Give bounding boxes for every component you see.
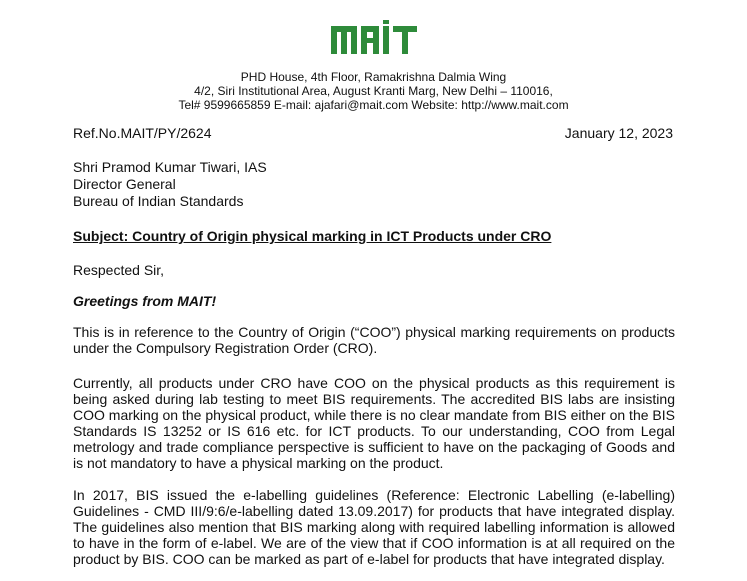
letterhead-address-line-1: PHD House, 4th Floor, Ramakrishna Dalmia Wing: [240, 70, 507, 84]
recipient-name: Shri Pramod Kumar Tiwari, IAS: [73, 159, 267, 175]
letterhead-contact-line: Tel# 9599665859 E-mail: ajafari@mait.com Website: http://www.mait.com: [178, 98, 569, 112]
letter-date: January 12, 2023: [564, 125, 673, 141]
letterhead-address-line-2: 4/2, Siri Institutional Area, August Kranti Marg, New Delhi – 110016,: [194, 84, 553, 98]
mait-logo-mark: [329, 20, 419, 56]
paragraph-2: Currently, all products under CRO have COO on the physical products as this requirement is being asked during lab testing to meet BIS requirements. The accredited BIS labs are insisting COO marking on the physical product, while there is no clear mandate from BIS either on the BIS Standards IS 13252 or IS 616 etc. for ICT products. To our understanding, COO from Legal metrology and trade compliance perspective is sufficient to have on the packaging of Goods and is not mandatory to have a physical marking on the product.: [73, 375, 675, 471]
paragraph-3: In 2017, BIS issued the e-labelling guidelines (Reference: Electronic Labelling (e-labelling) Guidelines - CMD III/9:6/e-labelling dated 13.09.2017) for products that have integrated display. The guidelines also mention that BIS marking along with required labelling information is allowed to have in the form of e-label. We are of the view that if COO information is at all required on the product by BIS. COO can be marked as part of e-label for products that have integrated display.: [73, 487, 675, 567]
recipient-title: Director General: [73, 176, 176, 192]
paragraph-1: This is in reference to the Country of Origin (“COO”) physical marking requirements on products under the Compulsory Registration Order (CRO).: [73, 324, 675, 356]
mait-logo: [0, 20, 747, 61]
reference-number: Ref.No.MAIT/PY/2624: [73, 125, 212, 141]
salutation: Respected Sir,: [73, 262, 165, 278]
subject-line: Subject: Country of Origin physical marking in ICT Products under CRO: [73, 228, 552, 244]
recipient-organization: Bureau of Indian Standards: [73, 193, 244, 209]
greeting: Greetings from MAIT!: [73, 293, 217, 309]
